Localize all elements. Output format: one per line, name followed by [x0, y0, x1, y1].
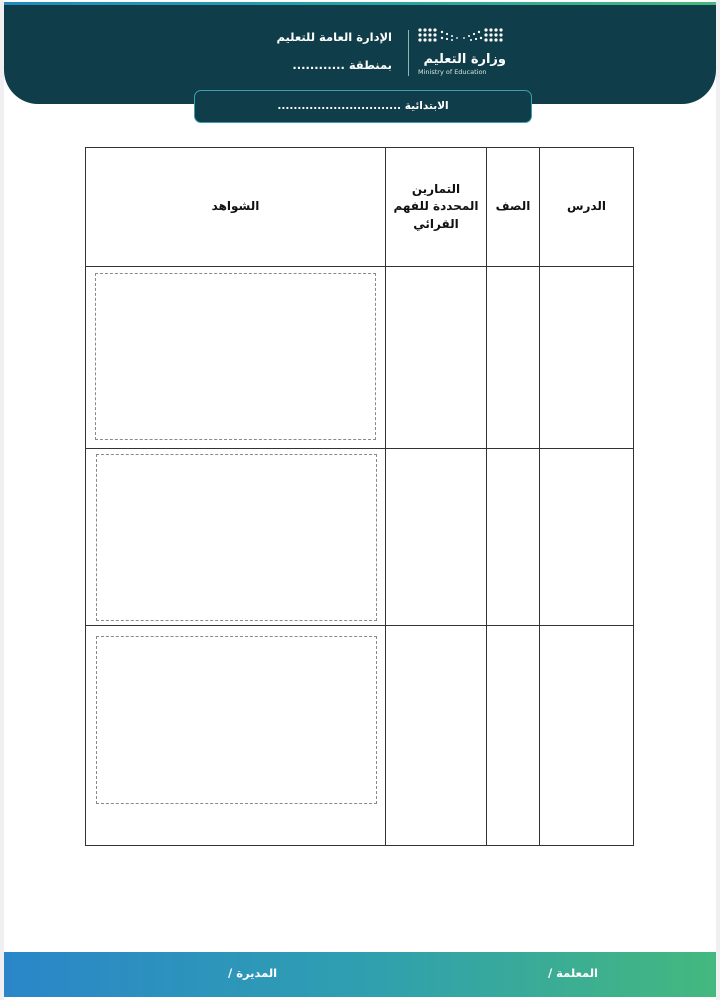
evidence-cell[interactable] [86, 449, 386, 626]
table-row [86, 267, 634, 449]
exercises-cell[interactable] [386, 626, 487, 846]
evidence-image-placeholder[interactable] [96, 636, 377, 804]
evidence-cell[interactable] [86, 626, 386, 846]
lesson-cell[interactable] [540, 626, 634, 846]
grade-cell[interactable] [487, 267, 540, 449]
school-name-field: الابتدائية ............................... [277, 100, 449, 112]
footer-banner [4, 952, 716, 997]
principal-signature-label: المديرة / [228, 966, 278, 980]
exercises-column-header [386, 148, 487, 267]
directorate-title: الإدارة العامة للتعليم [276, 30, 392, 44]
header-banner [4, 2, 716, 104]
lesson-column-header: الدرس [540, 148, 634, 267]
exercises-header-line: التمارين [411, 181, 461, 196]
evidence-image-placeholder[interactable] [95, 273, 376, 440]
lesson-cell[interactable] [540, 267, 634, 449]
table-header-row [86, 148, 634, 267]
evidence-table [85, 147, 634, 846]
ministry-name-english: Ministry of Education [418, 68, 487, 76]
region-label: بمنطقة ............ [292, 58, 392, 72]
table-row [86, 626, 634, 846]
evidence-column-header: الشواهد [86, 148, 386, 267]
lesson-cell[interactable] [540, 449, 634, 626]
exercises-cell[interactable] [386, 267, 487, 449]
evidence-image-placeholder[interactable] [96, 454, 377, 621]
table-row [86, 449, 634, 626]
school-name-box [194, 90, 532, 123]
header-accent-line [4, 2, 716, 5]
exercises-header-line: القرائي [413, 216, 459, 231]
exercises-cell[interactable] [386, 449, 487, 626]
ministry-name-arabic: وزارة التعليم [423, 52, 506, 67]
grade-cell[interactable] [487, 449, 540, 626]
grade-column-header: الصف [487, 148, 540, 267]
logo-divider [408, 30, 409, 76]
evidence-cell[interactable] [86, 267, 386, 449]
teacher-signature-label: المعلمة / [547, 966, 598, 980]
grade-cell[interactable] [487, 626, 540, 846]
exercises-header-line: المحددة للفهم [393, 199, 479, 214]
